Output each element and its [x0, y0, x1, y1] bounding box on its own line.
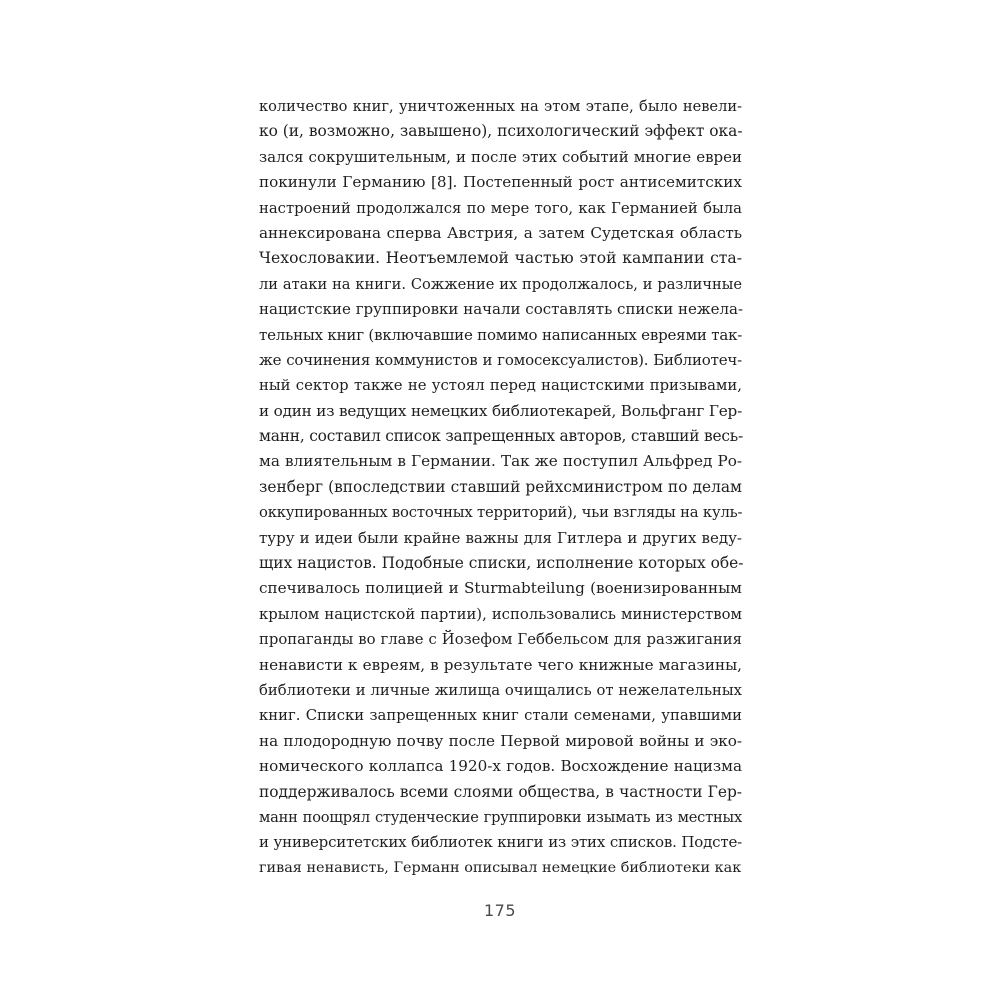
text-line-24: библиотеки и личные жилища очищались от нежелательных	[259, 681, 742, 699]
text-line-9: нацистские группировки начали составлять списки нежела-	[259, 300, 744, 319]
text-line-14: манн, составил список запрещенных авторов, ставший весь-	[259, 427, 743, 446]
text-line-8: ли атаки на книги. Сожжение их продолжалось, и различные	[259, 275, 742, 293]
text-line-6: аннексирована сперва Австрия, а затем Судетская область	[259, 223, 742, 242]
text-line-12: ный сектор также не устоял перед нацистскими призывами,	[259, 377, 742, 395]
text-line-29: манн поощрял студенческие группировки изымать из местных	[259, 808, 742, 826]
text-line-2: ко (и, возможно, завышено), психологический эффект ока-	[259, 122, 743, 141]
body-text	[259, 94, 742, 881]
text-line-17: оккупированных восточных территорий), чьи взгляды на куль-	[259, 504, 743, 522]
text-line-11: же сочинения коммунистов и гомосексуалистов). Библиотеч-	[259, 350, 742, 369]
page-number: 175	[483, 901, 517, 920]
text-line-10: тельных книг (включавшие помимо написанных евреями так-	[259, 325, 743, 344]
text-line-21: крылом нацистской партии), использовались министерством	[259, 605, 742, 623]
text-line-5: настроений продолжался по мере того, как Германией была	[259, 199, 742, 217]
text-line-13: и один из ведущих немецких библиотекарей, Вольфганг Гер-	[259, 401, 742, 420]
text-line-22: пропаганды во главе с Йозефом Геббельсом для разжигания	[259, 631, 742, 649]
text-line-1: количество книг, уничтоженных на этом этапе, было невели-	[259, 98, 742, 115]
text-line-16: зенберг (впоследствии ставший рейхсминистром по делам	[259, 477, 742, 496]
text-line-26: на плодородную почву после Первой мировой войны и эко-	[259, 731, 742, 750]
text-line-31: гивая ненависть, Германн описывал немецкие библиотеки как	[259, 859, 742, 876]
text-line-25: книг. Списки запрещенных книг стали семенами, упавшими	[259, 707, 742, 725]
text-line-19: щих нацистов. Подобные списки, исполнение которых обе-	[259, 554, 744, 573]
text-line-27: номического коллапса 1920-х годов. Восхождение нацизма	[259, 757, 742, 776]
text-line-20: спечивалось полицией и Sturmabteilung (военизированным	[259, 579, 742, 598]
text-line-7: Чехословакии. Неотъемлемой частью этой кампании ста-	[259, 249, 742, 268]
text-line-15: ма влиятельным в Германии. Так же поступил Альфред Ро-	[259, 452, 742, 471]
text-line-23: ненависти к евреям, в результате чего книжные магазины,	[259, 655, 742, 674]
text-line-3: зался сокрушительным, и после этих событий многие евреи	[259, 147, 742, 166]
text-line-30: и университетских библиотек книги из этих списков. Подсте-	[259, 833, 742, 852]
text-line-18: туру и идеи были крайне важны для Гитлера и других веду-	[259, 528, 742, 547]
text-line-4: покинули Германию [8]. Постепенный рост антисемитских	[259, 173, 742, 192]
text-line-28: поддерживалось всеми слоями общества, в частности Гер-	[259, 782, 742, 801]
